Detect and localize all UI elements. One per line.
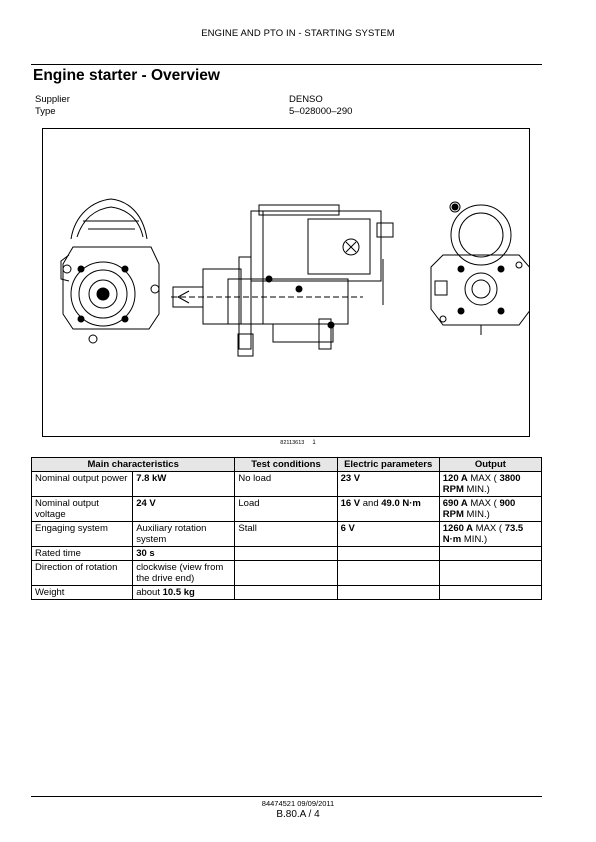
table-row [32,561,542,586]
row-label: Nominal output power [32,472,133,497]
table-header-row [32,458,542,472]
test-condition: No load [235,472,337,497]
row-label: Direction of rotation [32,561,133,586]
header-main-characteristics: Main characteristics [32,458,235,472]
row-value: Auxiliary rotation system [133,522,235,547]
starter-figure [42,128,530,437]
table-row [32,497,542,522]
row-value: 7.8 kW [133,472,235,497]
spec-value-type: 5–028000–290 [289,106,353,117]
page-title: Engine starter - Overview [33,67,220,84]
row-value: 30 s [133,547,235,561]
row-value: clockwise (view from the drive end) [133,561,235,586]
spec-label-supplier: Supplier [35,94,70,105]
characteristics-table [31,457,542,600]
output-value: 120 A MAX ( 3800 RPM MIN.) [439,472,541,497]
row-label: Rated time [32,547,133,561]
table-row [32,522,542,547]
row-label: Engaging system [32,522,133,547]
table-row [32,472,542,497]
table-row [32,547,542,561]
footer-rule [31,796,542,797]
table-row [32,586,542,600]
row-label: Nominal output voltage [32,497,133,522]
row-value: about 10.5 kg [133,586,235,600]
row-label: Weight [32,586,133,600]
figure-number: 1 [312,440,316,446]
rear-view [431,202,529,335]
figure-code: 82113613 [280,440,305,446]
header-test-conditions: Test conditions [235,458,337,472]
output-value: 1260 A MAX ( 73.5 N·m MIN.) [439,522,541,547]
electric-parameter: 16 V and 49.0 N·m [337,497,439,522]
electric-parameter: 23 V [337,472,439,497]
row-value: 24 V [133,497,235,522]
output-value: 690 A MAX ( 900 RPM MIN.) [439,497,541,522]
footer-page-number: B.80.A / 4 [276,809,320,820]
figure-reference [0,440,596,446]
starter-motor-drawing [43,129,529,436]
side-view [171,205,393,356]
running-header: ENGINE AND PTO IN - STARTING SYSTEM [201,28,395,39]
spec-value-supplier: DENSO [289,94,323,105]
header-electric-parameters: Electric parameters [337,458,439,472]
drive-end-view [61,199,159,343]
electric-parameter: 6 V [337,522,439,547]
header-rule [31,64,542,65]
spec-label-type: Type [35,106,56,117]
footer-document-code: 84474521 09/09/2011 [261,799,335,808]
header-output: Output [439,458,541,472]
test-condition: Stall [235,522,337,547]
test-condition: Load [235,497,337,522]
